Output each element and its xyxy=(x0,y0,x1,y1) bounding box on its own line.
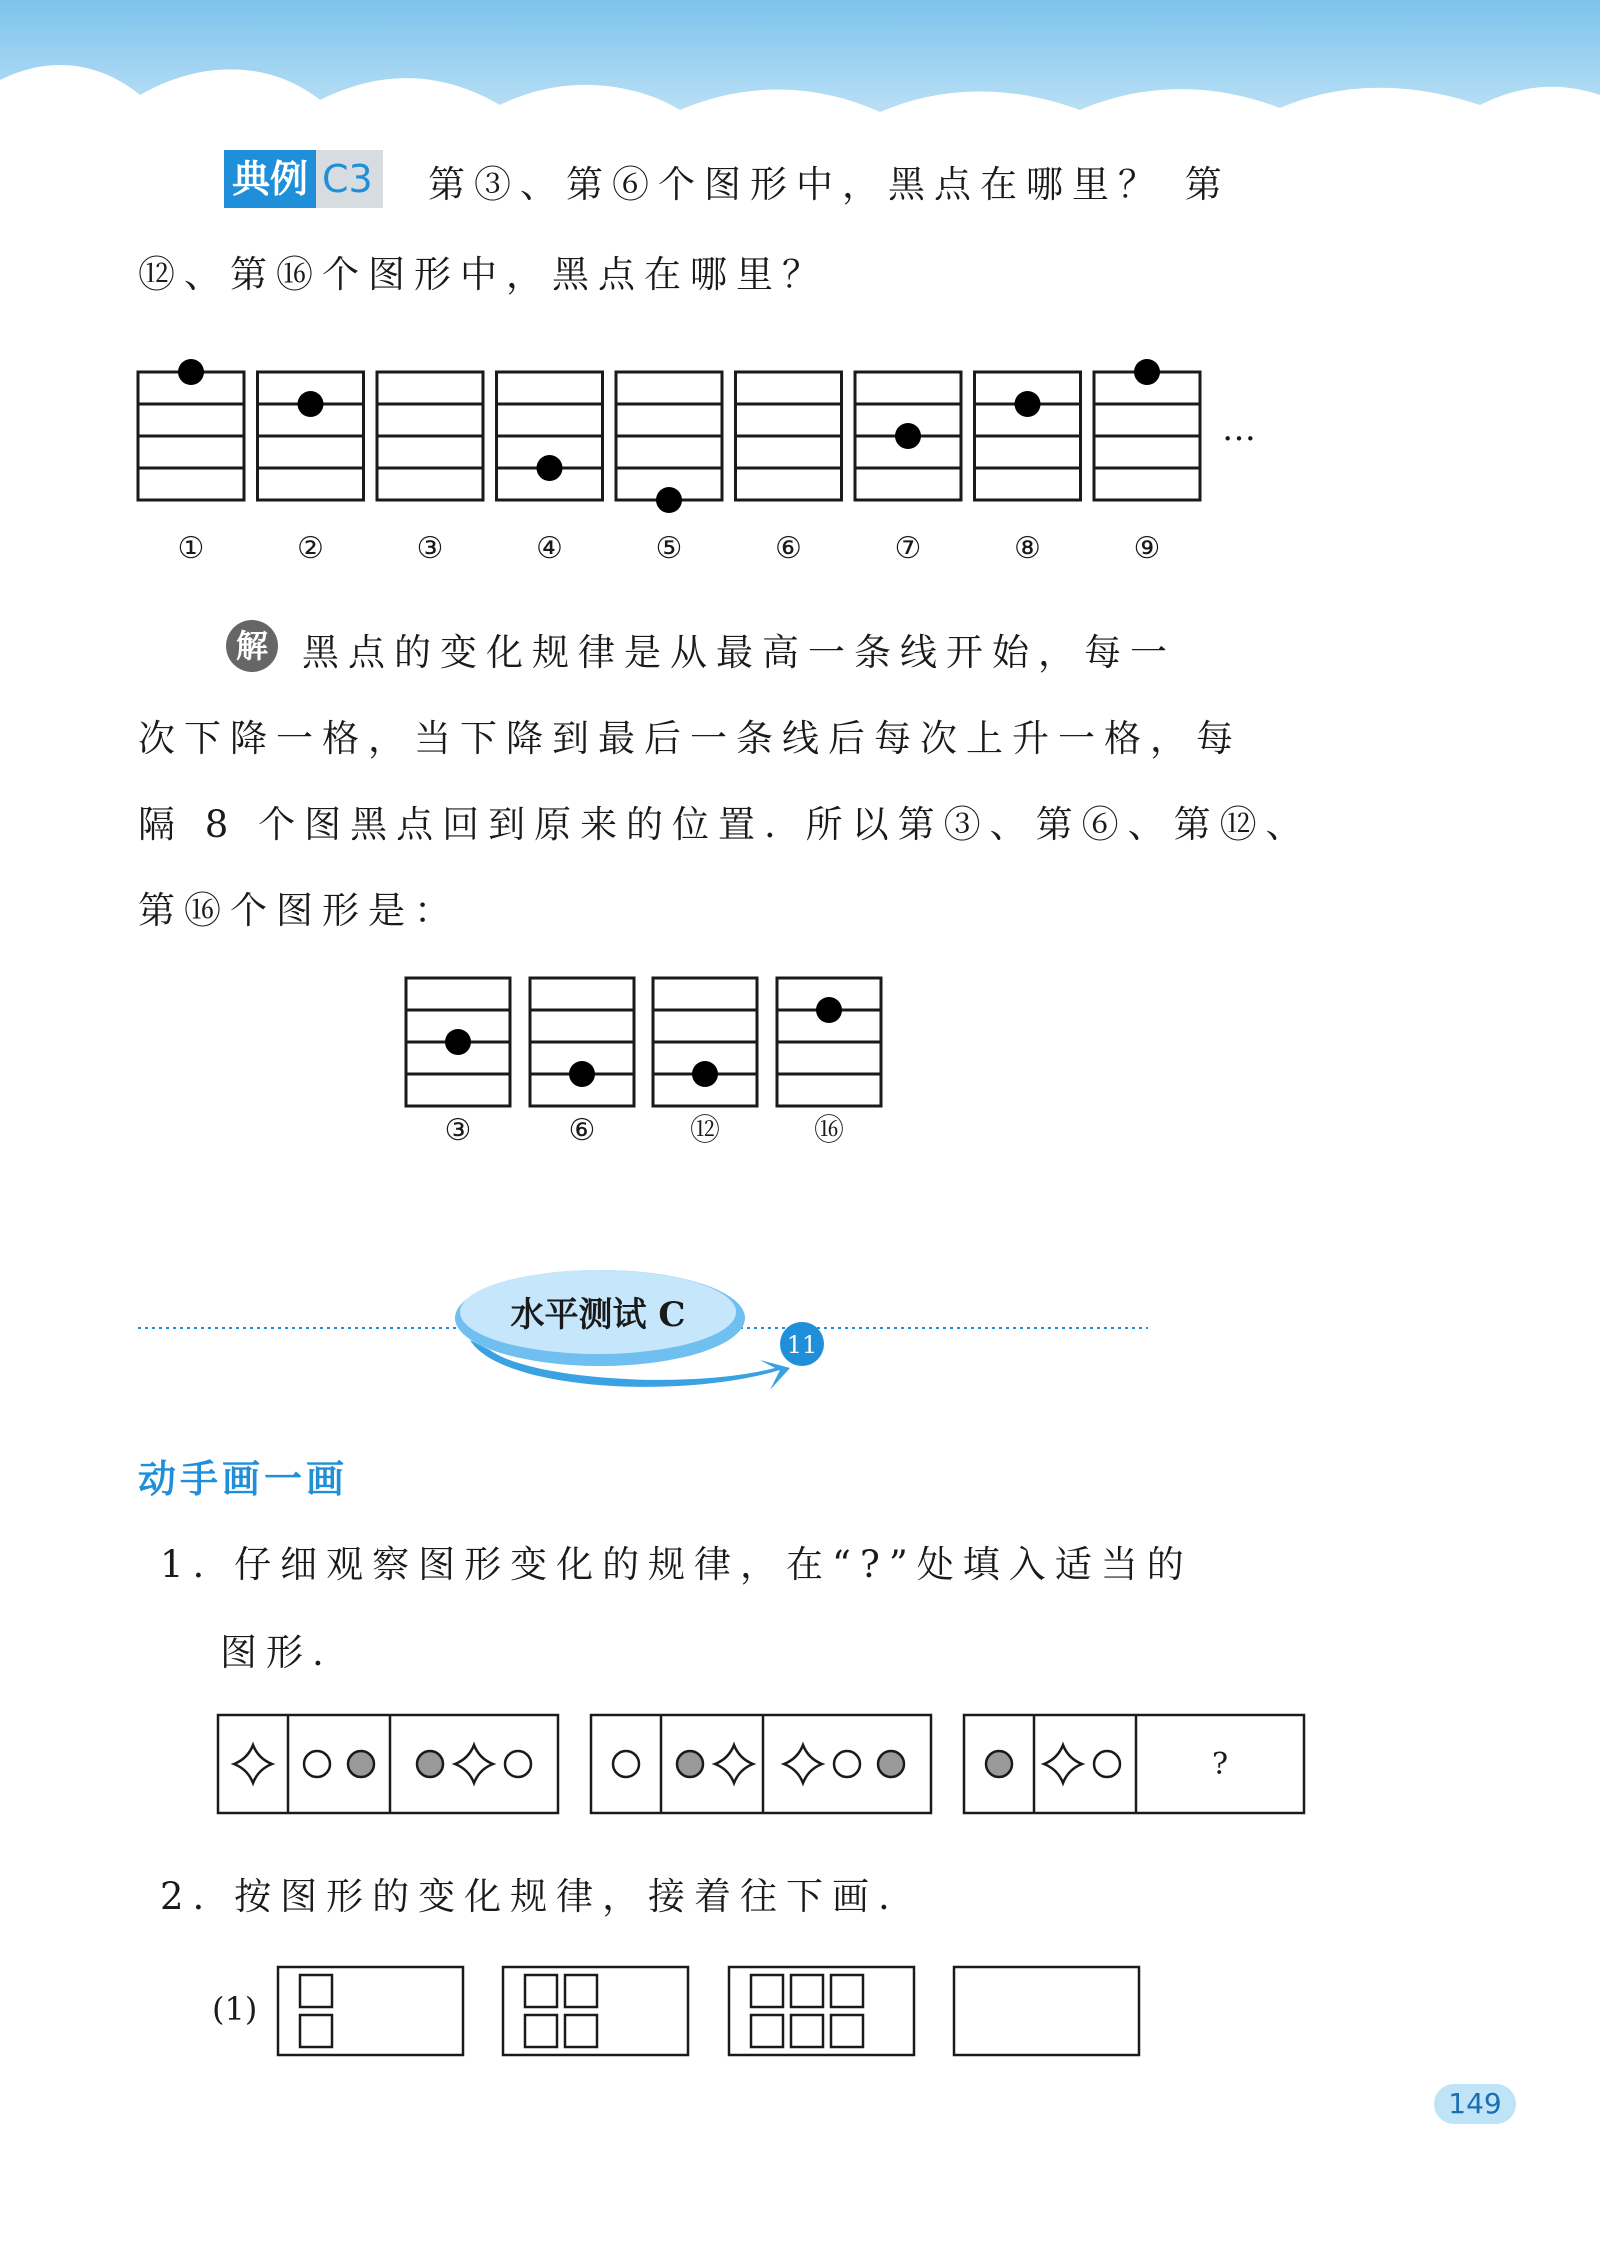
small-square xyxy=(751,2015,783,2047)
black-dot xyxy=(298,391,324,417)
figure-label: ⑫ xyxy=(690,1113,720,1148)
q2-figure-frame xyxy=(954,1967,1139,2055)
q2-line: 2. 按图形的变化规律，接着往下画. xyxy=(160,1875,899,1918)
q1-line2: 图形. xyxy=(220,1631,333,1674)
solution-line4: 第⑯个图形是： xyxy=(138,889,460,932)
black-dot xyxy=(178,359,204,385)
small-square xyxy=(791,2015,823,2047)
section-title: 动手画一画 xyxy=(138,1457,349,1501)
example-figure-6 xyxy=(736,372,842,566)
small-square xyxy=(525,1975,557,2007)
figure-label: ② xyxy=(297,531,324,566)
example-badge-code: C3 xyxy=(316,150,383,208)
figure-label: ⑧ xyxy=(1014,531,1041,566)
answer-figure-4 xyxy=(777,978,881,1148)
figure-label: ③ xyxy=(444,1113,472,1148)
q1-line1: 1. 仔细观察图形变化的规律，在“?”处填入适当的 xyxy=(160,1543,1193,1586)
question-mark: ? xyxy=(1211,1747,1229,1782)
example-figure-sequence xyxy=(0,340,1600,580)
black-dot xyxy=(1015,391,1041,417)
figure-label: ⑨ xyxy=(1133,531,1161,566)
gray-circle-shape xyxy=(986,1751,1012,1777)
q2-label: (1) xyxy=(212,1990,258,2028)
q1-group-1 xyxy=(218,1715,558,1813)
q2-figure-frame xyxy=(729,1967,914,2055)
figure-label: ① xyxy=(177,531,205,566)
white-circle-shape xyxy=(304,1751,330,1777)
q2-figure-3 xyxy=(729,1967,914,2055)
gray-circle-shape xyxy=(677,1751,703,1777)
solution-line3: 隔 8 个图黑点回到原来的位置. 所以第③、第⑥、第⑫、 xyxy=(138,803,1312,846)
black-dot xyxy=(569,1061,595,1087)
small-square xyxy=(751,1975,783,2007)
black-dot xyxy=(445,1029,471,1055)
q2-square-sequence xyxy=(0,1950,1600,2070)
test-banner-number: 11 xyxy=(786,1331,818,1359)
star-shape xyxy=(455,1745,493,1783)
small-square xyxy=(831,1975,863,2007)
white-circle-shape xyxy=(1094,1751,1120,1777)
q1-pattern-boxes xyxy=(0,1700,1600,1820)
black-dot xyxy=(816,997,842,1023)
q2-figure-2 xyxy=(503,1967,688,2055)
example-figure-8 xyxy=(975,372,1081,566)
star-shape xyxy=(715,1745,753,1783)
small-square xyxy=(565,1975,597,2007)
figure-label: ⑥ xyxy=(568,1113,596,1148)
figure-label: ③ xyxy=(416,531,444,566)
example-badge-label: 典例 xyxy=(224,150,316,208)
figure-label: ⑦ xyxy=(894,531,922,566)
figure-label: ⑤ xyxy=(655,531,683,566)
example-figure-1 xyxy=(138,359,244,566)
small-square xyxy=(525,2015,557,2047)
example-figure-7 xyxy=(855,372,961,566)
example-figure-2 xyxy=(258,372,364,566)
white-circle-shape xyxy=(505,1751,531,1777)
gray-circle-shape xyxy=(348,1751,374,1777)
black-dot xyxy=(692,1061,718,1087)
black-dot xyxy=(895,423,921,449)
small-square xyxy=(300,2015,332,2047)
figure-label: ⑯ xyxy=(814,1113,844,1148)
figure-label: ④ xyxy=(536,531,563,566)
solution-mark: 解 xyxy=(226,620,278,672)
example-figure-9 xyxy=(1094,359,1200,566)
star-shape xyxy=(234,1745,272,1783)
test-banner xyxy=(0,1250,1600,1400)
page-number: 149 xyxy=(1434,2084,1516,2124)
q1-group-3 xyxy=(964,1715,1304,1813)
example-figure-5 xyxy=(616,372,722,566)
example-question-line2: ⑫、第⑯个图形中，黑点在哪里？ xyxy=(138,253,828,296)
answer-figure-sequence xyxy=(0,960,1600,1160)
sky-header-decoration xyxy=(0,0,1600,150)
star-shape xyxy=(784,1745,822,1783)
black-dot xyxy=(537,455,563,481)
gray-circle-shape xyxy=(878,1751,904,1777)
small-square xyxy=(300,1975,332,2007)
small-square xyxy=(565,2015,597,2047)
answer-figure-1 xyxy=(406,978,510,1148)
q2-figure-4 xyxy=(954,1967,1139,2055)
q1-box-frame xyxy=(964,1715,1304,1813)
q2-figure-frame xyxy=(503,1967,688,2055)
example-figure-4 xyxy=(497,372,603,566)
solution-line1: 黑点的变化规律是从最高一条线开始，每一 xyxy=(302,631,1176,674)
answer-figure-3 xyxy=(653,978,757,1148)
small-square xyxy=(791,1975,823,2007)
q2-figure-frame xyxy=(278,1967,463,2055)
figure-label: ⑥ xyxy=(775,531,802,566)
test-banner-title: 水平测试 C xyxy=(510,1295,686,1335)
gray-circle-shape xyxy=(417,1751,443,1777)
example-question-line1: 第③、第⑥个图形中，黑点在哪里？ 第 xyxy=(428,163,1231,206)
black-dot xyxy=(656,487,682,513)
example-badge xyxy=(224,150,383,208)
example-figure-3 xyxy=(377,372,483,566)
small-square xyxy=(831,2015,863,2047)
white-circle-shape xyxy=(613,1751,639,1777)
star-shape xyxy=(1044,1745,1082,1783)
solution-line2: 次下降一格，当下降到最后一条线后每次上升一格，每 xyxy=(138,717,1242,760)
ellipsis: … xyxy=(1222,409,1256,449)
answer-figure-2 xyxy=(530,978,634,1148)
q2-figure-1 xyxy=(278,1967,463,2055)
white-circle-shape xyxy=(834,1751,860,1777)
black-dot xyxy=(1134,359,1160,385)
q1-group-2 xyxy=(591,1715,931,1813)
